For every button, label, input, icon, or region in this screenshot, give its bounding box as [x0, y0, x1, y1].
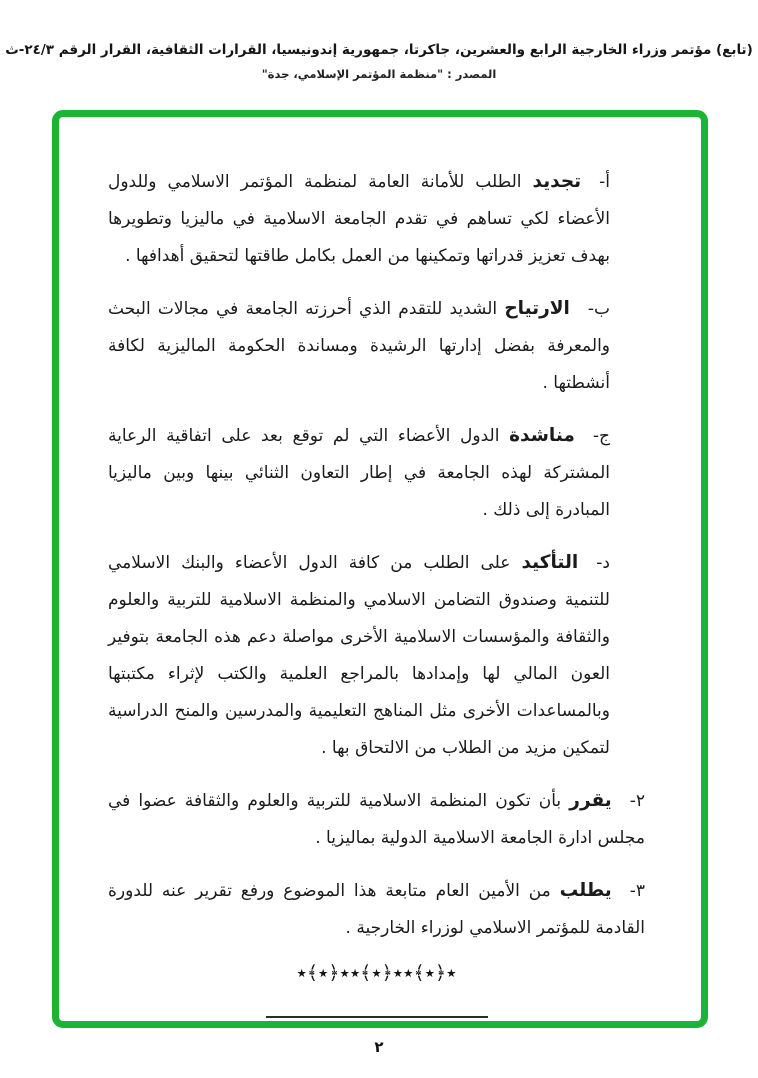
item-lead-word: تجديد [532, 171, 582, 192]
resolution-body [59, 117, 701, 1018]
green-border-frame [52, 110, 708, 1028]
item-marker: ب- [587, 299, 610, 319]
item-text: على الطلب من كافة الدول الأعضاء والبنك الاسلامي للتنمية وصندوق التضامن الاسلامي والمنظمة الاسلامية للتربية والعلوم والثقافة والمؤسسات الاسلامية الأخرى مواصلة دعم هذه الجامعة بتوفير العون المالي لها وإمدادها بالمراجع العلمية والكتب لإثراء مكتبتها وبالمساعدات الأخرى مثل المناهج التعليمية والمدرسين والمنح الدراسية لتمكين مزيد من الطلاب من الالتحاق بها . [108, 553, 610, 758]
item-lead-word: مناشدة [509, 425, 575, 446]
resolution-subitem-c [108, 417, 610, 529]
item-text: من الأمين العام متابعة هذا الموضوع ورفع تقرير عنه للدورة القادمة للمؤتمر الاسلامي لوزراء الخارجية . [108, 881, 645, 938]
item-text: الدول الأعضاء التي لم توقع بعد على اتفاقية الرعاية المشتركة لهذه الجامعة في إطار التعاون الثنائي بينها وبين ماليزيا المبادرة إلى ذلك . [108, 426, 610, 520]
resolution-subitem-d [108, 544, 610, 767]
item-marker: ٢- [629, 791, 645, 811]
item-lead-word: يطلب [559, 880, 612, 901]
item-text: الشديد للتقدم الذي أحرزته الجامعة في مجالات البحث والمعرفة بفضل إدارتها الرشيدة ومساندة الحكومة الماليزية لكافة أنشطتها . [108, 299, 610, 393]
item-lead-word: الارتياح [504, 298, 570, 319]
resolution-subitem-b [108, 290, 610, 402]
header-source-line: المصدر : "منظمة المؤتمر الإسلامي، جدة" [261, 67, 497, 81]
item-marker: د- [596, 553, 610, 573]
item-lead-word: يقرر [569, 790, 612, 811]
item-marker: أ- [599, 172, 610, 192]
header-title-line: (تابع) مؤتمر وزراء الخارجية الرابع والعشرين، جاكرتا، جمهورية إندونيسيا، القرارات الثقافية، القرار الرقم ٢٤/٣-ث [5, 42, 753, 58]
page-number: ٢ [374, 1038, 384, 1056]
item-text: الطلب للأمانة العامة لمنظمة المؤتمر الاسلامي وللدول الأعضاء لكي تساهم في تقدم الجامعة الاسلامية في ماليزيا وتطويرها بهدف تعزيز قدراتها وتمكينها من العمل بكامل طاقتها لتحقيق أهدافها . [108, 172, 610, 266]
item-text: بأن تكون المنظمة الاسلامية للتربية والعلوم والثقافة عضوا في مجلس ادارة الجامعة الاسلامية الدولية بماليزيا . [108, 791, 645, 848]
item-lead-word: التأكيد [521, 552, 579, 573]
resolution-subitem-a [108, 163, 610, 275]
item-marker: ج- [592, 426, 610, 446]
resolution-item-2 [108, 782, 645, 857]
ornament-divider: ٭﴿٭﴾٭٭﴿٭﴾٭٭﴿٭﴾٭ [296, 962, 457, 984]
item-marker: ٣- [629, 881, 645, 901]
resolution-item-3 [108, 872, 645, 947]
document-header [0, 42, 758, 81]
horizontal-rule [266, 1016, 488, 1018]
